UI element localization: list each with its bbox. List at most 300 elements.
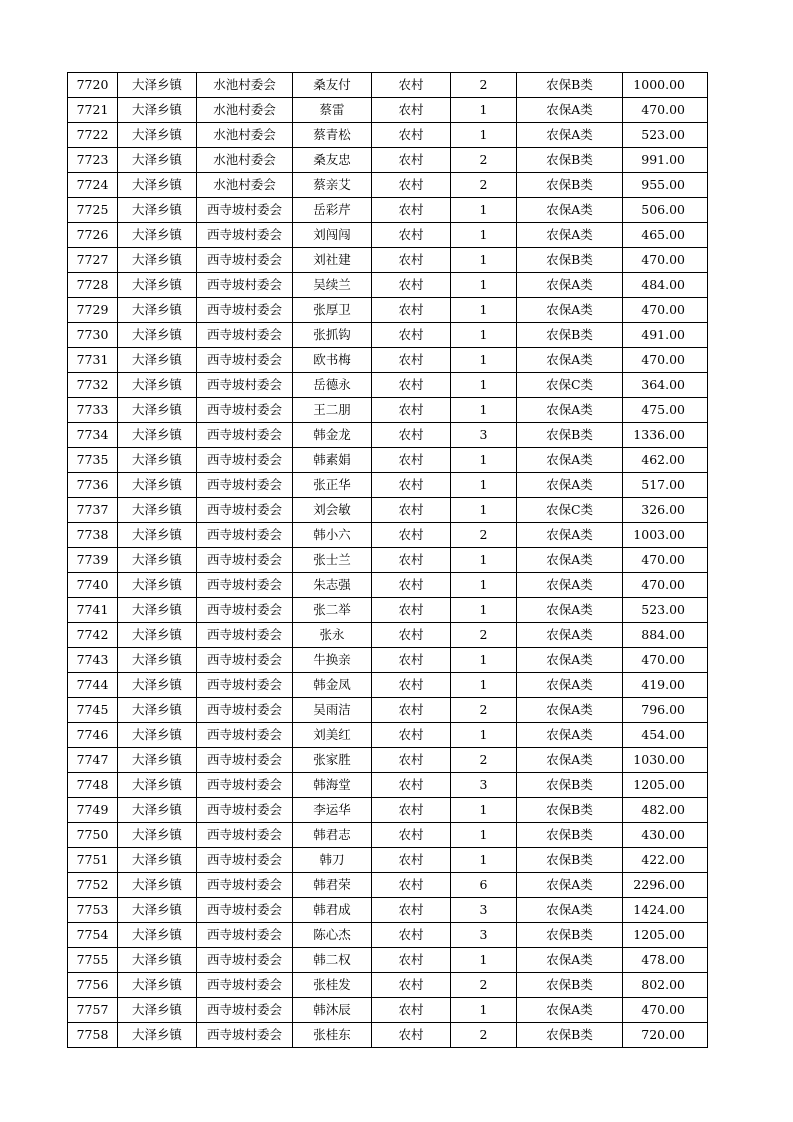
table-row: [68, 623, 708, 648]
village-committee-cell: 西寺坡村委会: [197, 348, 293, 373]
township-cell: 大泽乡镇: [118, 548, 197, 573]
name-cell: 刘社建: [293, 248, 372, 273]
name-cell: 岳德永: [293, 373, 372, 398]
table-row: [68, 948, 708, 973]
table-row: [68, 373, 708, 398]
name-cell: 蔡亲艾: [293, 173, 372, 198]
table-row: [68, 673, 708, 698]
household-size-cell: 1: [451, 248, 517, 273]
table-row: [68, 548, 708, 573]
serial-number-cell: 7737: [68, 498, 118, 523]
township-cell: 大泽乡镇: [118, 223, 197, 248]
township-cell: 大泽乡镇: [118, 348, 197, 373]
household-size-cell: 1: [451, 598, 517, 623]
township-cell: 大泽乡镇: [118, 898, 197, 923]
township-cell: 大泽乡镇: [118, 1023, 197, 1048]
household-type-cell: 农村: [372, 173, 451, 198]
insurance-category-cell: 农保A类: [517, 348, 623, 373]
name-cell: 韩金龙: [293, 423, 372, 448]
insurance-category-cell: 农保C类: [517, 498, 623, 523]
household-type-cell: 农村: [372, 423, 451, 448]
household-size-cell: 1: [451, 123, 517, 148]
name-cell: 张二举: [293, 598, 372, 623]
name-cell: 韩小六: [293, 523, 372, 548]
table-row: [68, 1023, 708, 1048]
insurance-category-cell: 农保A类: [517, 998, 623, 1023]
household-size-cell: 2: [451, 73, 517, 98]
household-size-cell: 1: [451, 323, 517, 348]
village-committee-cell: 西寺坡村委会: [197, 748, 293, 773]
household-size-cell: 2: [451, 698, 517, 723]
village-committee-cell: 西寺坡村委会: [197, 248, 293, 273]
household-type-cell: 农村: [372, 298, 451, 323]
household-type-cell: 农村: [372, 448, 451, 473]
household-size-cell: 1: [451, 198, 517, 223]
serial-number-cell: 7742: [68, 623, 118, 648]
table-row: [68, 498, 708, 523]
name-cell: 桑友忠: [293, 148, 372, 173]
table-row: [68, 298, 708, 323]
village-committee-cell: 西寺坡村委会: [197, 923, 293, 948]
name-cell: 韩素娟: [293, 448, 372, 473]
insurance-category-cell: 农保B类: [517, 823, 623, 848]
roster-body: [68, 73, 708, 1048]
insurance-category-cell: 农保A类: [517, 623, 623, 648]
village-committee-cell: 西寺坡村委会: [197, 473, 293, 498]
village-committee-cell: 西寺坡村委会: [197, 273, 293, 298]
name-cell: 韩二权: [293, 948, 372, 973]
name-cell: 吴雨洁: [293, 698, 372, 723]
village-committee-cell: 水池村委会: [197, 148, 293, 173]
serial-number-cell: 7722: [68, 123, 118, 148]
household-type-cell: 农村: [372, 923, 451, 948]
serial-number-cell: 7751: [68, 848, 118, 873]
village-committee-cell: 西寺坡村委会: [197, 723, 293, 748]
township-cell: 大泽乡镇: [118, 873, 197, 898]
household-type-cell: 农村: [372, 73, 451, 98]
serial-number-cell: 7725: [68, 198, 118, 223]
household-size-cell: 1: [451, 823, 517, 848]
name-cell: 韩刀: [293, 848, 372, 873]
household-size-cell: 6: [451, 873, 517, 898]
amount-cell: 796.00: [623, 698, 708, 723]
insurance-category-cell: 农保A类: [517, 448, 623, 473]
insurance-category-cell: 农保A类: [517, 123, 623, 148]
table-row: [68, 823, 708, 848]
table-row: [68, 723, 708, 748]
township-cell: 大泽乡镇: [118, 248, 197, 273]
name-cell: 吴续兰: [293, 273, 372, 298]
household-size-cell: 2: [451, 148, 517, 173]
township-cell: 大泽乡镇: [118, 198, 197, 223]
table-row: [68, 798, 708, 823]
serial-number-cell: 7728: [68, 273, 118, 298]
name-cell: 张桂发: [293, 973, 372, 998]
amount-cell: 419.00: [623, 673, 708, 698]
name-cell: 张厚卫: [293, 298, 372, 323]
table-row: [68, 598, 708, 623]
table-row: [68, 848, 708, 873]
amount-cell: 326.00: [623, 498, 708, 523]
household-size-cell: 1: [451, 673, 517, 698]
insurance-category-cell: 农保B类: [517, 173, 623, 198]
serial-number-cell: 7752: [68, 873, 118, 898]
household-size-cell: 2: [451, 173, 517, 198]
household-type-cell: 农村: [372, 473, 451, 498]
amount-cell: 2296.00: [623, 873, 708, 898]
serial-number-cell: 7749: [68, 798, 118, 823]
table-row: [68, 73, 708, 98]
household-type-cell: 农村: [372, 398, 451, 423]
insurance-category-cell: 农保A类: [517, 723, 623, 748]
name-cell: 韩君志: [293, 823, 372, 848]
serial-number-cell: 7734: [68, 423, 118, 448]
name-cell: 韩君成: [293, 898, 372, 923]
household-size-cell: 1: [451, 948, 517, 973]
insurance-category-cell: 农保A类: [517, 273, 623, 298]
household-size-cell: 1: [451, 848, 517, 873]
table-row: [68, 748, 708, 773]
township-cell: 大泽乡镇: [118, 148, 197, 173]
name-cell: 张士兰: [293, 548, 372, 573]
insurance-category-cell: 农保B类: [517, 1023, 623, 1048]
household-type-cell: 农村: [372, 123, 451, 148]
serial-number-cell: 7739: [68, 548, 118, 573]
insurance-category-cell: 农保A类: [517, 573, 623, 598]
table-row: [68, 998, 708, 1023]
name-cell: 张桂东: [293, 1023, 372, 1048]
village-committee-cell: 西寺坡村委会: [197, 773, 293, 798]
serial-number-cell: 7732: [68, 373, 118, 398]
household-size-cell: 3: [451, 423, 517, 448]
insurance-category-cell: 农保A类: [517, 873, 623, 898]
amount-cell: 422.00: [623, 848, 708, 873]
table-row: [68, 98, 708, 123]
township-cell: 大泽乡镇: [118, 98, 197, 123]
name-cell: 韩君荣: [293, 873, 372, 898]
household-size-cell: 2: [451, 1023, 517, 1048]
township-cell: 大泽乡镇: [118, 673, 197, 698]
table-row: [68, 648, 708, 673]
amount-cell: 470.00: [623, 98, 708, 123]
insurance-category-cell: 农保B类: [517, 148, 623, 173]
household-type-cell: 农村: [372, 948, 451, 973]
township-cell: 大泽乡镇: [118, 423, 197, 448]
insurance-category-cell: 农保A类: [517, 648, 623, 673]
household-type-cell: 农村: [372, 823, 451, 848]
table-row: [68, 523, 708, 548]
serial-number-cell: 7756: [68, 973, 118, 998]
serial-number-cell: 7750: [68, 823, 118, 848]
amount-cell: 720.00: [623, 1023, 708, 1048]
household-type-cell: 农村: [372, 273, 451, 298]
township-cell: 大泽乡镇: [118, 848, 197, 873]
amount-cell: 1000.00: [623, 73, 708, 98]
table-row: [68, 573, 708, 598]
insurance-category-cell: 农保A类: [517, 698, 623, 723]
village-committee-cell: 水池村委会: [197, 123, 293, 148]
household-size-cell: 1: [451, 998, 517, 1023]
household-type-cell: 农村: [372, 248, 451, 273]
amount-cell: 482.00: [623, 798, 708, 823]
insurance-category-cell: 农保A类: [517, 598, 623, 623]
serial-number-cell: 7736: [68, 473, 118, 498]
household-type-cell: 农村: [372, 873, 451, 898]
township-cell: 大泽乡镇: [118, 298, 197, 323]
insurance-category-cell: 农保A类: [517, 673, 623, 698]
village-committee-cell: 西寺坡村委会: [197, 623, 293, 648]
amount-cell: 470.00: [623, 548, 708, 573]
amount-cell: 884.00: [623, 623, 708, 648]
insurance-category-cell: 农保A类: [517, 548, 623, 573]
household-size-cell: 1: [451, 798, 517, 823]
amount-cell: 475.00: [623, 398, 708, 423]
village-committee-cell: 西寺坡村委会: [197, 1023, 293, 1048]
amount-cell: 1424.00: [623, 898, 708, 923]
amount-cell: 1003.00: [623, 523, 708, 548]
household-size-cell: 2: [451, 973, 517, 998]
amount-cell: 955.00: [623, 173, 708, 198]
township-cell: 大泽乡镇: [118, 473, 197, 498]
insurance-category-cell: 农保A类: [517, 98, 623, 123]
village-committee-cell: 西寺坡村委会: [197, 398, 293, 423]
insurance-category-cell: 农保A类: [517, 223, 623, 248]
household-size-cell: 1: [451, 548, 517, 573]
insurance-category-cell: 农保A类: [517, 523, 623, 548]
household-type-cell: 农村: [372, 748, 451, 773]
table-row: [68, 698, 708, 723]
insurance-category-cell: 农保B类: [517, 798, 623, 823]
household-type-cell: 农村: [372, 373, 451, 398]
serial-number-cell: 7758: [68, 1023, 118, 1048]
serial-number-cell: 7720: [68, 73, 118, 98]
household-size-cell: 1: [451, 648, 517, 673]
serial-number-cell: 7721: [68, 98, 118, 123]
household-type-cell: 农村: [372, 573, 451, 598]
name-cell: 欧书梅: [293, 348, 372, 373]
table-row: [68, 423, 708, 448]
village-committee-cell: 西寺坡村委会: [197, 573, 293, 598]
table-row: [68, 148, 708, 173]
township-cell: 大泽乡镇: [118, 698, 197, 723]
village-committee-cell: 西寺坡村委会: [197, 998, 293, 1023]
township-cell: 大泽乡镇: [118, 923, 197, 948]
village-committee-cell: 西寺坡村委会: [197, 498, 293, 523]
household-type-cell: 农村: [372, 548, 451, 573]
serial-number-cell: 7726: [68, 223, 118, 248]
household-type-cell: 农村: [372, 848, 451, 873]
name-cell: 朱志强: [293, 573, 372, 598]
serial-number-cell: 7727: [68, 248, 118, 273]
village-committee-cell: 西寺坡村委会: [197, 873, 293, 898]
amount-cell: 1336.00: [623, 423, 708, 448]
serial-number-cell: 7730: [68, 323, 118, 348]
serial-number-cell: 7724: [68, 173, 118, 198]
village-committee-cell: 西寺坡村委会: [197, 448, 293, 473]
township-cell: 大泽乡镇: [118, 948, 197, 973]
name-cell: 桑友付: [293, 73, 372, 98]
township-cell: 大泽乡镇: [118, 273, 197, 298]
household-size-cell: 2: [451, 523, 517, 548]
township-cell: 大泽乡镇: [118, 798, 197, 823]
household-type-cell: 农村: [372, 723, 451, 748]
township-cell: 大泽乡镇: [118, 373, 197, 398]
serial-number-cell: 7746: [68, 723, 118, 748]
amount-cell: 802.00: [623, 973, 708, 998]
township-cell: 大泽乡镇: [118, 598, 197, 623]
name-cell: 刘闯闯: [293, 223, 372, 248]
name-cell: 蔡雷: [293, 98, 372, 123]
township-cell: 大泽乡镇: [118, 998, 197, 1023]
household-type-cell: 农村: [372, 498, 451, 523]
insurance-category-cell: 农保A类: [517, 398, 623, 423]
amount-cell: 506.00: [623, 198, 708, 223]
table-row: [68, 323, 708, 348]
village-committee-cell: 西寺坡村委会: [197, 298, 293, 323]
village-committee-cell: 西寺坡村委会: [197, 373, 293, 398]
amount-cell: 470.00: [623, 298, 708, 323]
serial-number-cell: 7753: [68, 898, 118, 923]
village-committee-cell: 西寺坡村委会: [197, 948, 293, 973]
household-type-cell: 农村: [372, 223, 451, 248]
name-cell: 张永: [293, 623, 372, 648]
serial-number-cell: 7744: [68, 673, 118, 698]
amount-cell: 470.00: [623, 348, 708, 373]
village-committee-cell: 西寺坡村委会: [197, 323, 293, 348]
household-type-cell: 农村: [372, 648, 451, 673]
insurance-category-cell: 农保A类: [517, 298, 623, 323]
amount-cell: 462.00: [623, 448, 708, 473]
name-cell: 张家胜: [293, 748, 372, 773]
amount-cell: 465.00: [623, 223, 708, 248]
name-cell: 刘美红: [293, 723, 372, 748]
township-cell: 大泽乡镇: [118, 748, 197, 773]
township-cell: 大泽乡镇: [118, 648, 197, 673]
household-type-cell: 农村: [372, 998, 451, 1023]
household-type-cell: 农村: [372, 323, 451, 348]
township-cell: 大泽乡镇: [118, 823, 197, 848]
serial-number-cell: 7748: [68, 773, 118, 798]
township-cell: 大泽乡镇: [118, 123, 197, 148]
name-cell: 陈心杰: [293, 923, 372, 948]
table-row: [68, 973, 708, 998]
insurance-category-cell: 农保B类: [517, 423, 623, 448]
household-size-cell: 1: [451, 498, 517, 523]
table-row: [68, 398, 708, 423]
household-type-cell: 农村: [372, 598, 451, 623]
household-size-cell: 1: [451, 298, 517, 323]
township-cell: 大泽乡镇: [118, 173, 197, 198]
household-type-cell: 农村: [372, 973, 451, 998]
name-cell: 张正华: [293, 473, 372, 498]
amount-cell: 470.00: [623, 573, 708, 598]
serial-number-cell: 7729: [68, 298, 118, 323]
household-type-cell: 农村: [372, 98, 451, 123]
serial-number-cell: 7740: [68, 573, 118, 598]
village-committee-cell: 西寺坡村委会: [197, 973, 293, 998]
serial-number-cell: 7755: [68, 948, 118, 973]
amount-cell: 491.00: [623, 323, 708, 348]
table-row: [68, 923, 708, 948]
amount-cell: 523.00: [623, 123, 708, 148]
township-cell: 大泽乡镇: [118, 723, 197, 748]
township-cell: 大泽乡镇: [118, 773, 197, 798]
table-row: [68, 123, 708, 148]
township-cell: 大泽乡镇: [118, 498, 197, 523]
name-cell: 韩海堂: [293, 773, 372, 798]
serial-number-cell: 7731: [68, 348, 118, 373]
household-type-cell: 农村: [372, 773, 451, 798]
serial-number-cell: 7741: [68, 598, 118, 623]
table-row: [68, 223, 708, 248]
village-committee-cell: 西寺坡村委会: [197, 423, 293, 448]
name-cell: 岳彩芹: [293, 198, 372, 223]
village-committee-cell: 水池村委会: [197, 98, 293, 123]
insurance-category-cell: 农保B类: [517, 973, 623, 998]
serial-number-cell: 7745: [68, 698, 118, 723]
name-cell: 蔡青松: [293, 123, 372, 148]
household-size-cell: 1: [451, 373, 517, 398]
amount-cell: 1205.00: [623, 923, 708, 948]
village-committee-cell: 西寺坡村委会: [197, 198, 293, 223]
village-committee-cell: 西寺坡村委会: [197, 798, 293, 823]
serial-number-cell: 7757: [68, 998, 118, 1023]
household-size-cell: 1: [451, 398, 517, 423]
household-type-cell: 农村: [372, 1023, 451, 1048]
insurance-category-cell: 农保B类: [517, 323, 623, 348]
amount-cell: 1030.00: [623, 748, 708, 773]
household-type-cell: 农村: [372, 898, 451, 923]
amount-cell: 454.00: [623, 723, 708, 748]
village-committee-cell: 西寺坡村委会: [197, 223, 293, 248]
serial-number-cell: 7735: [68, 448, 118, 473]
serial-number-cell: 7723: [68, 148, 118, 173]
insurance-category-cell: 农保A类: [517, 198, 623, 223]
township-cell: 大泽乡镇: [118, 448, 197, 473]
village-committee-cell: 西寺坡村委会: [197, 598, 293, 623]
table-row: [68, 448, 708, 473]
name-cell: 张抓钩: [293, 323, 372, 348]
insurance-category-cell: 农保B类: [517, 923, 623, 948]
name-cell: 王二朋: [293, 398, 372, 423]
township-cell: 大泽乡镇: [118, 973, 197, 998]
insurance-category-cell: 农保A类: [517, 473, 623, 498]
table-row: [68, 773, 708, 798]
household-size-cell: 1: [451, 448, 517, 473]
household-size-cell: 2: [451, 748, 517, 773]
household-size-cell: 1: [451, 348, 517, 373]
village-committee-cell: 水池村委会: [197, 73, 293, 98]
village-committee-cell: 西寺坡村委会: [197, 898, 293, 923]
amount-cell: 470.00: [623, 248, 708, 273]
insurance-category-cell: 农保A类: [517, 748, 623, 773]
household-type-cell: 农村: [372, 348, 451, 373]
amount-cell: 991.00: [623, 148, 708, 173]
household-size-cell: 1: [451, 98, 517, 123]
amount-cell: 523.00: [623, 598, 708, 623]
township-cell: 大泽乡镇: [118, 523, 197, 548]
village-committee-cell: 西寺坡村委会: [197, 823, 293, 848]
household-type-cell: 农村: [372, 623, 451, 648]
insurance-category-cell: 农保B类: [517, 773, 623, 798]
household-size-cell: 3: [451, 898, 517, 923]
insurance-category-cell: 农保B类: [517, 73, 623, 98]
amount-cell: 430.00: [623, 823, 708, 848]
insurance-category-cell: 农保A类: [517, 898, 623, 923]
village-committee-cell: 西寺坡村委会: [197, 698, 293, 723]
table-row: [68, 273, 708, 298]
name-cell: 韩金凤: [293, 673, 372, 698]
